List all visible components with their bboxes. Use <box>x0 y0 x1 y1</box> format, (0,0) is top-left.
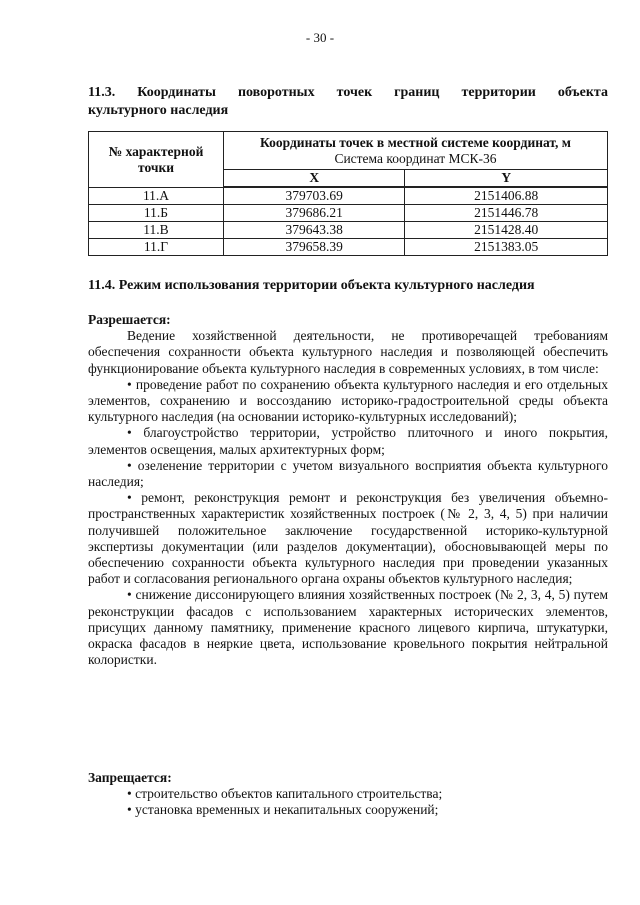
section-11-3-title <box>88 84 608 120</box>
forbidden-section <box>88 770 608 819</box>
section-number: 11.3. <box>88 85 116 100</box>
list-item: • благоустройство территории, устройство плиточного и иного покрытия, элементов освещения, малых архитектурных форм; <box>88 425 608 457</box>
allowed-section <box>88 312 608 668</box>
title-word: точек <box>336 85 373 100</box>
y-cell: 2151383.05 <box>405 239 608 256</box>
allowed-heading: Разрешается: <box>88 312 171 327</box>
x-cell: 379658.39 <box>224 239 405 256</box>
section-11-3-title-line2: культурного наследия <box>88 103 229 118</box>
title-word: Координаты <box>137 85 216 100</box>
point-cell: 11.Б <box>89 205 224 222</box>
title-word: территории <box>461 85 536 100</box>
x-cell: 379643.38 <box>224 222 405 239</box>
title-word: поворотных <box>237 85 315 100</box>
header-coords-title: Координаты точек в местной системе координат, м <box>260 134 571 150</box>
table-row <box>89 222 608 239</box>
header-y: Y <box>405 170 608 187</box>
y-cell: 2151406.88 <box>405 188 608 205</box>
section-11-3-title-line1 <box>88 84 608 102</box>
point-cell: 11.В <box>89 222 224 239</box>
point-cell: 11.Г <box>89 239 224 256</box>
header-coord-system: Система координат МСК-36 <box>334 150 497 166</box>
y-cell: 2151446.78 <box>405 205 608 222</box>
y-cell: 2151428.40 <box>405 222 608 239</box>
x-cell: 379703.69 <box>224 188 405 205</box>
forbidden-heading: Запрещается: <box>88 770 172 785</box>
x-cell: 379686.21 <box>224 205 405 222</box>
coordinates-table <box>88 131 608 256</box>
title-word: объекта <box>557 85 608 100</box>
list-item: • установка временных и некапитальных сооружений; <box>127 802 439 818</box>
table-row <box>89 205 608 222</box>
section-11-4-title: 11.4. Режим использования территории объекта культурного наследия <box>88 278 535 293</box>
list-item: • проведение работ по сохранению объекта культурного наследия и его отдельных элементов, сохранению и воссозданию историко-градостроительной среды объекта культурного наследия (на основании историко-культурных исследований); <box>88 376 608 425</box>
table-row <box>89 239 608 256</box>
list-item: • озеленение территории с учетом визуального восприятия объекта культурного наследия; <box>88 457 608 490</box>
title-word: границ <box>394 85 440 100</box>
header-coords <box>224 132 608 170</box>
list-item: • ремонт, реконструкция ремонт и реконструкция без увеличения объемно-пространственных характеристик хозяйственных построек (№ 2, 3, 4, 5) при наличии получившей положительное заключение государственной историко-культурной экспертизы документации (или разделов документации), обосновывающей меры по обеспечению сохранности объекта культурного наследия при проведении указанных работ и согласования регионального органа охраны объектов культурного наследия; <box>88 490 608 587</box>
page-number: - 30 - <box>305 30 335 45</box>
list-item: • снижение диссонирующего влияния хозяйственных построек (№ 2, 3, 4, 5) путем реконструкции фасадов с использованием характерных исторических элементов, присущих данному памятнику, применение красного лицевого кирпича, штукатурки, окраска фасадов в неяркие цвета, использование кровельного покрытия нейтральной колористки. <box>88 587 608 668</box>
header-x: X <box>224 170 405 187</box>
table-row <box>89 188 608 205</box>
allowed-intro: Ведение хозяйственной деятельности, не противоречащей требованиям обеспечения сохранности объекта культурного наследия и позволяющей обеспечить функционирование объекта культурного наследия в современных условиях, в том числе: <box>88 328 608 376</box>
point-cell: 11.А <box>89 188 224 205</box>
header-point: № характерной точки <box>89 132 224 188</box>
list-item: • строительство объектов капитального строительства; <box>127 786 443 802</box>
